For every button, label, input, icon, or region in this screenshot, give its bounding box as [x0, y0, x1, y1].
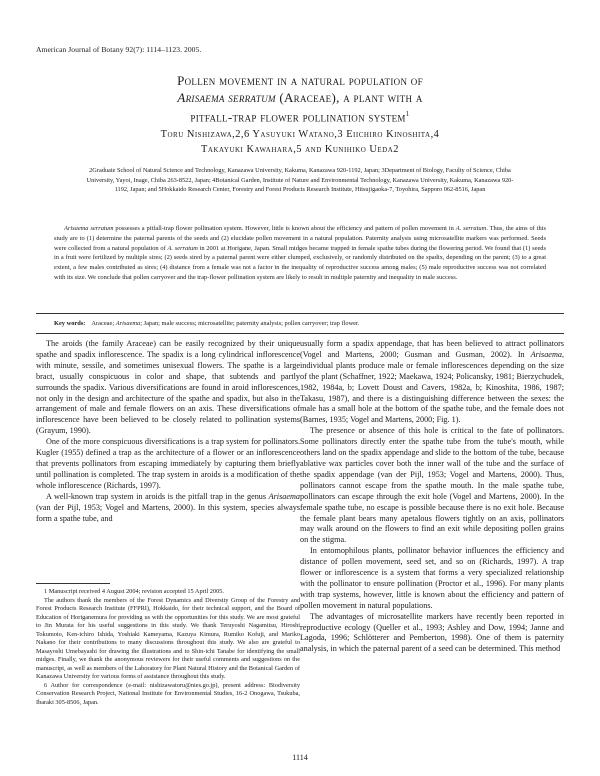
right-paragraph-3: In entomophilous plants, pollinator behavior influences the efficiency and distance of pollen movement, seed set, and so on (Richards, 1997). A trap flower or inflorescence is a system that forms a very specialized relationship with the pollinator to ensure pollination (Proctor et al., 1996). For many plants with trap systems, however, little is known about the efficiency and pattern of pollen movement in natural populations. [300, 546, 564, 610]
abstract-species-short-2: A. serratum [167, 244, 198, 252]
title-line-2-rest: (Araceae), a plant with a [275, 90, 423, 105]
title-line-3 [40, 106, 560, 125]
page-number: 1114 [292, 753, 308, 762]
body-column-right [300, 339, 564, 655]
affiliations: 2Graduate School of Natural Science and Technology, Kanazawa University, Kakuma, Kanazawa 920-1192, Japan; 3Department of Biology, Faculty of Science, Chiba University, Yayoi, Inage, Chiba 263-8522, Japan; 4Botanical Garden, Institute of Nature and Environmental Technology, Kanazawa University, Kakuma, Kanazawa 920-1192, Japan; and 5Hokkaido Research Center, Forestry and Forest Products Research Institute, Hitsujigaoka-7, Toyohira, Sapporo 062-8516, Japan [86, 167, 514, 194]
body-column-left [36, 339, 300, 524]
right-paragraph-1 [300, 339, 564, 426]
intro-p3-genus: Arisaema [268, 491, 300, 501]
keywords-bottom-rule [36, 333, 564, 334]
abstract-text-2: . Thus, the aims of this study are to (1) determine the paternal parents of the seeds and (2) elucidate pollen movement in a natural population. Paternity analysis using microsatellite markers was performed. Seeds were collected from a natural population of [54, 225, 546, 252]
keywords-text-a: Araceae; [91, 320, 116, 327]
title-line-1: Pollen movement in a natural population of [177, 73, 423, 88]
abstract-text-1: possesses a pitfall-trap flower pollination system. However, little is known about the efficiency and pattern of pollen movement in [113, 225, 456, 232]
keywords [54, 319, 546, 328]
abstract-species: Arisaema serratum [64, 225, 114, 232]
abstract-species-short: A. serratum [455, 225, 487, 232]
right-p1-genus: Arisaema [530, 349, 562, 359]
authors-line-1: Toru Nishizawa,2,6 Yasuyuki Watano,3 Eiichiro Kinoshita,4 [160, 129, 440, 140]
right-paragraph-2: The presence or absence of this hole is critical to the fate of pollinators. Some pollinators directly enter the spathe tube from the tube's mouth, while others land on the spadix appendage and slide to the bottom of the tube, because ablative wax particles cover both the inner wall of the tube and the surface of the spadix appendage (van der Pijl, 1953; Vogel and Martens, 2000). Thus, pollinators cannot escape from the spathe mouth. In the male spathe tube, pollinators can escape through the exit hole (Vogel and Martens, 2000). In the female spathe tube, no escape is possible because there is no exit hole. Because the female plant bears many apetalous flowers tightly on an axis, pollinators may walk around on the flowers to find an exit while depositing pollen grains on the stigma. [300, 426, 564, 545]
keywords-label: Key words: [54, 320, 86, 327]
footnote-rule [36, 583, 110, 584]
right-paragraph-4: The advantages of microsatellite markers have recently been reported in reproductive ecology (Queller et al., 1993; Ashley and Dow, 1994; Janne and Lagoda, 1996; Schlötterer and Pemberton, 1998). One of them is paternity analysis, in which the paternal parent of a seed can be determined. This method [300, 611, 564, 654]
title-species: Arisaema serratum [177, 90, 276, 105]
abstract [54, 224, 546, 283]
footnote-manuscript: 1 Manuscript received 4 August 2004; revision accepted 15 April 2005. [44, 588, 224, 595]
intro-paragraph-3 [36, 492, 300, 525]
article-title [40, 72, 560, 125]
abstract-text-3: in 2001 at Horigane, Japan. Small midges became trapped in female spathe tubes during the flowering period. We found that (1) seeds in a fruit were fertilized by multiple sires; (2) seeds sired by a paternal parent were either clumped, exclusively, or randomly distributed on the spadix, depending on the parent; (3) to a great extent, a few males contributed as sires; (4) distance from a female was not a factor in the inequality of reproductive success among males; (5) male reproductive success was not correlated with its size. We conclude that pollen carryover and the trap-flower pollination system are likely to result in multiple paternity and inequality in male success. [54, 244, 546, 281]
keywords-top-rule [36, 313, 564, 314]
intro-p3-b: (van der Pijl, 1953; Vogel and Martens, 2000). In this system, species always form a spathe tube, and [36, 502, 300, 523]
right-p1-b: , individual plants produce male or female inflorescences depending on the size of the plant (Schaffner, 1922; Maekawa, 1924; Policansky, 1981; Bierzychudek, 1982, 1984a, b; Lovett Doust and Cavers, 1982a, b; Kinoshita, 1986, 1987; Takasu, 1987), and there is a distinguishing difference between the sexes: the male has a small hole at the bottom of the spathe tube, and the female does not (Barnes, 1935; Vogel and Martens, 2000; Fig. 1). [300, 349, 564, 425]
intro-paragraph-1: The aroids (the family Araceae) can be easily recognized by their unique spathe and spadix inflorescence. The spadix is a long cylindrical inflorescence with minute, sessile, and sometimes unisexual flowers. The spathe is a large bract, usually conspicuous in color and shape, that subtends and partly surrounds the spadix. Various diversifications are found in aroid inflorescences, not only in the design and architecture of the spathe and spadix, but also in the arrangement of male and female flowers on an axis. These diversifications of inflorescence have been believed to be closely related to pollination systems (Grayum, 1990). [36, 339, 300, 436]
intro-p3-a: A well-known trap system in aroids is the pitfall trap in the genus [46, 491, 269, 501]
keywords-genus: Arisaema [115, 320, 141, 327]
title-line-2 [40, 89, 560, 106]
footnote-acknowledgments: The authors thank the members of the Forest Dynamics and Diversity Group of the Forestry and Forest Products Research Institute (FFPRI), Hokkaido, for their technical support, and the Board of Education of Horiganemura for providing us with the opportunities for this study. We are most grateful to Jin Murata for his useful suggestions in this study. We thank Teruyoshi Nagamitsu, Hiroshi Tokumoto, Ken-ichiro Ishida, Yoshiaki Kameyama, Kazuya Kimura, Rumiko Kofuji, and Mariko Nakano for their contributions to many discussions throughout this study. We also are grateful to Masayoshi Umebayashi for drawing the illustrations and to Shin-ichi Tanabe for identifying the small midges. Finally, we thank the anonymous reviewers for their useful comments and suggestions on the manuscript, as well as members of the Laboratory for Plant Natural History and the Botanical Garden of Kanazawa University for various forms of assistance throughout this study. [36, 596, 300, 680]
intro-paragraph-2: One of the more conspicuous diversifications is a trap system for pollinators. Kugler (1955) defined a trap as the architecture of a flower or an inflorescence that prevents pollinators from escaping immediately by capturing them briefly until pollination is completed. The trap system in aroids is a modification of the whole inflorescence (Richards, 1997). [36, 437, 300, 490]
footnote-correspondence: 6 Author for correspondence (e-mail: nishizawatoru@nies.go.jp), present address: Biodiversity Conservation Research Project, National Institute for Environmental Studies, 16-2 Onogawa, Tsukuba, Ibaraki 305-8506, Japan. [36, 681, 300, 706]
title-footnote-mark: 1 [405, 110, 410, 118]
author-list [40, 127, 560, 157]
footnotes [36, 588, 300, 707]
title-line-3-text: pitfall-trap flower pollination system [190, 109, 406, 125]
journal-header: American Journal of Botany 92(7): 1114–1123. 2005. [36, 45, 202, 54]
authors-line-2: Takayuki Kawahara,5 and Kunihiko Ueda2 [201, 144, 399, 155]
keywords-text-b: ; Japan; male success; microsatellite; paternity analysis; pollen carryover; trap flower. [140, 320, 360, 327]
right-p1-a: usually form a spadix appendage, that has been believed to attract pollinators (Vogel and Martens, 2000; Gusman and Gusman, 2002). In [300, 339, 564, 359]
